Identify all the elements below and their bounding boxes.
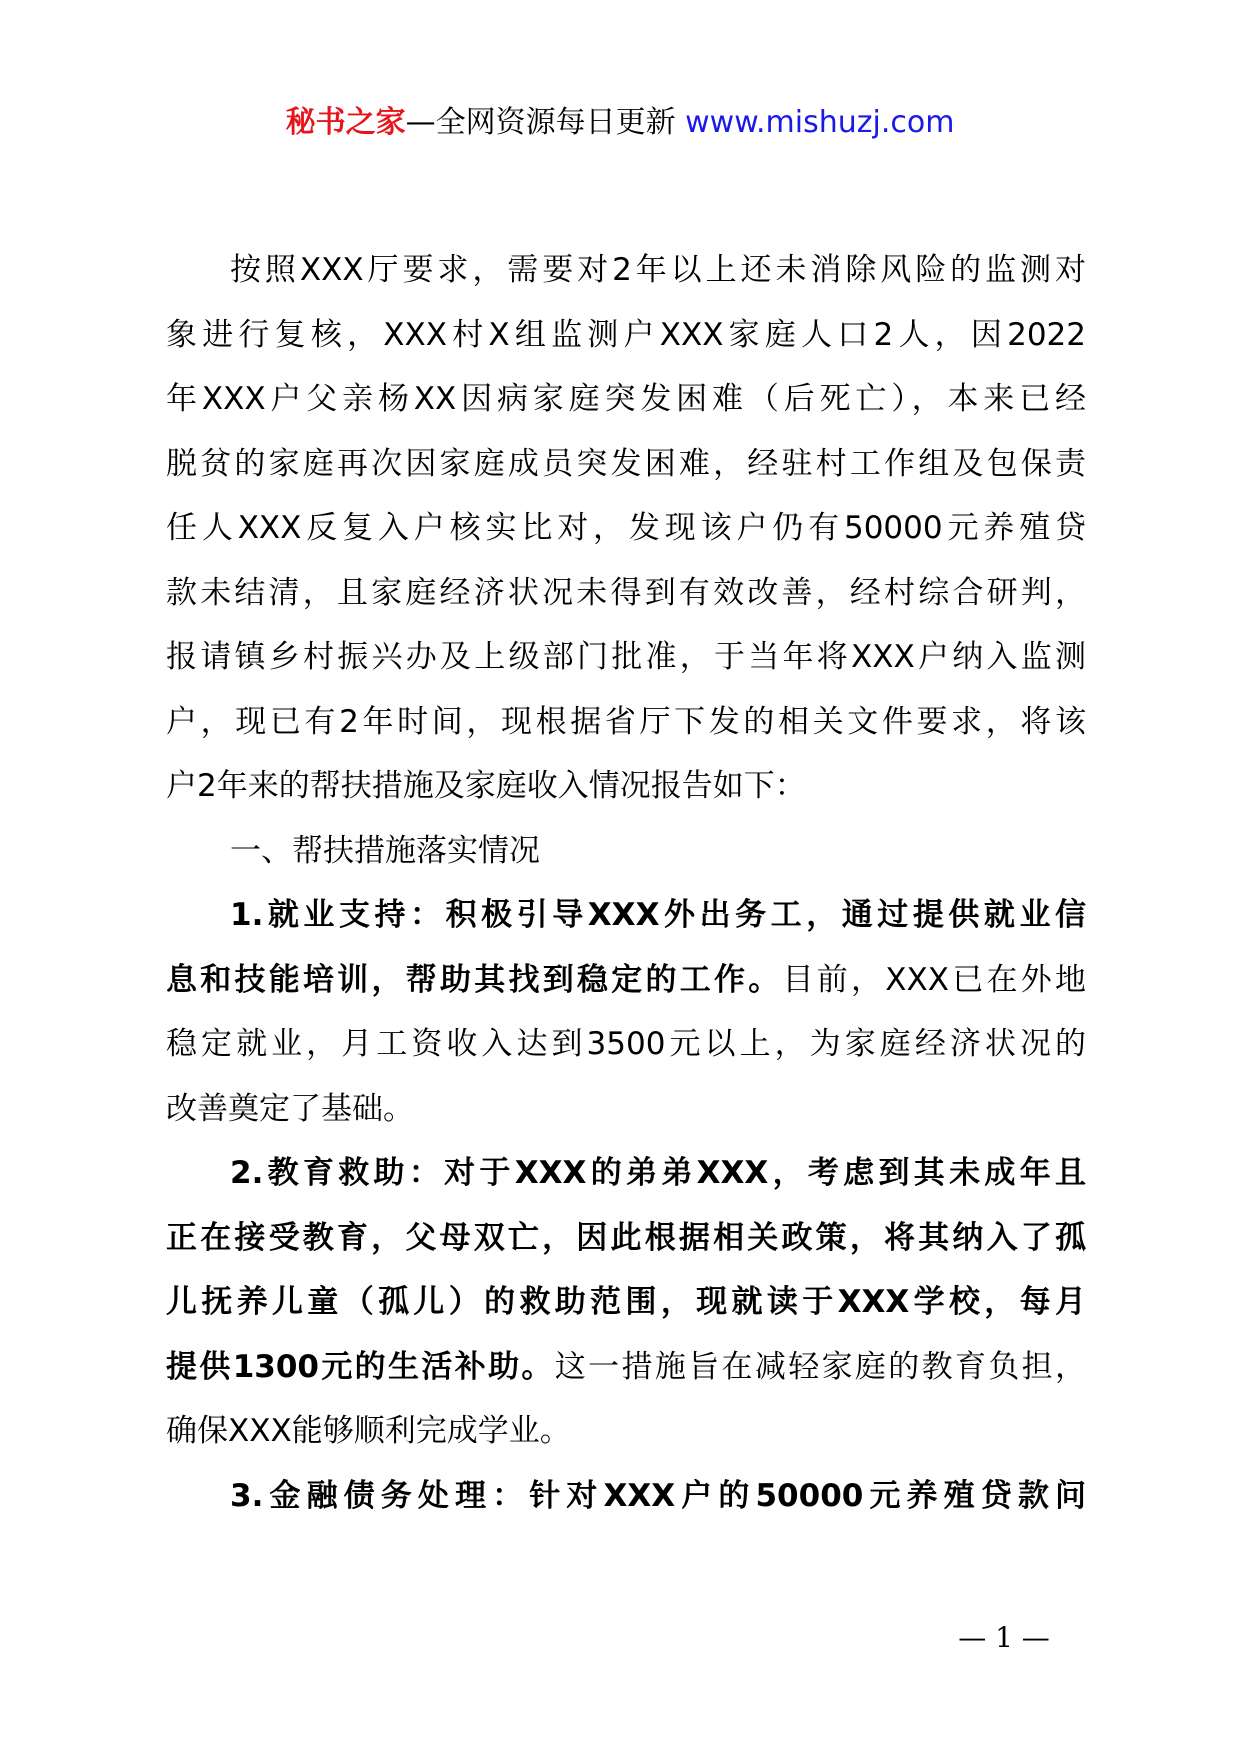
bold-text: 2.教育救助：对于XXX的弟弟XXX，考虑到其未成年且 — [230, 1155, 1086, 1191]
text-line — [166, 303, 1086, 368]
text-segment: 款未结清，且家庭经济状况未得到有效改善，经村综合研判， — [166, 574, 1086, 611]
text-line — [166, 1141, 1086, 1206]
document-body — [166, 238, 1086, 1528]
bold-text: 儿抚养儿童（孤儿）的救助范围，现就读于XXX学校，每月 — [166, 1284, 1086, 1320]
text-line — [166, 625, 1086, 690]
text-line — [166, 238, 1086, 303]
text-line — [166, 496, 1086, 561]
bold-text: 正在接受教育，父母双亡，因此根据相关政策，将其纳入了孤 — [166, 1219, 1086, 1256]
text-segment: 年XXX户父亲杨XX因病家庭突发困难（后死亡），本来已经 — [166, 381, 1086, 417]
text-segment: 户，现已有2年时间，现根据省厅下发的相关文件要求，将该 — [166, 703, 1086, 740]
text-line — [166, 1270, 1086, 1335]
text-segment: 报请镇乡村振兴办及上级部门批准，于当年将XXX户纳入监测 — [166, 639, 1086, 675]
text-segment: 改善奠定了基础。 — [166, 1090, 414, 1127]
text-segment: 确保XXX能够顺利完成学业。 — [166, 1413, 571, 1449]
text-segment: 这一措施旨在减轻家庭的教育负担， — [554, 1348, 1087, 1385]
text-segment: 户2年来的帮扶措施及家庭收入情况报告如下： — [166, 768, 806, 804]
site-header — [0, 98, 1240, 148]
text-line — [166, 1399, 1086, 1464]
page-number: — 1 — — [958, 1621, 1050, 1654]
text-segment: 任人XXX反复入户核实比对，发现该户仍有50000元养殖贷 — [166, 510, 1086, 546]
text-line — [166, 1335, 1086, 1400]
text-line — [166, 561, 1086, 626]
text-segment: 目前，XXX已在外地 — [782, 961, 1086, 998]
text-line — [166, 754, 1086, 819]
bold-text: 息和技能培训，帮助其找到稳定的工作。 — [166, 961, 783, 998]
text-line — [166, 1206, 1086, 1271]
text-segment: 脱贫的家庭再次因家庭成员突发困难，经驻村工作组及包保责 — [166, 445, 1086, 482]
text-segment: 象进行复核，XXX村X组监测户XXX家庭人口2人，因2022 — [166, 316, 1086, 353]
bold-text: 1.就业支持：积极引导XXX外出务工，通过提供就业信 — [230, 897, 1086, 933]
text-line — [166, 948, 1086, 1013]
text-line — [166, 883, 1086, 948]
text-segment: 稳定就业，月工资收入达到3500元以上，为家庭经济状况的 — [166, 1026, 1086, 1062]
text-line — [166, 1077, 1086, 1142]
bold-text: 提供1300元的生活补助。 — [166, 1348, 555, 1385]
text-line — [166, 819, 1086, 884]
text-line — [166, 367, 1086, 432]
text-segment: 一、帮扶措施落实情况 — [230, 832, 540, 869]
text-segment: 按照XXX厅要求，需要对2年以上还未消除风险的监测对 — [230, 252, 1086, 288]
text-line — [166, 432, 1086, 497]
text-line — [166, 690, 1086, 755]
site-url-link[interactable]: www.mishuzj.com — [685, 105, 955, 140]
bold-text: 3.金融债务处理：针对XXX户的50000元养殖贷款问 — [230, 1477, 1086, 1514]
text-line — [166, 1464, 1086, 1529]
brand-name: 秘书之家 — [285, 105, 406, 140]
text-line — [166, 1012, 1086, 1077]
header-tagline: —全网资源每日更新 — [405, 105, 676, 140]
